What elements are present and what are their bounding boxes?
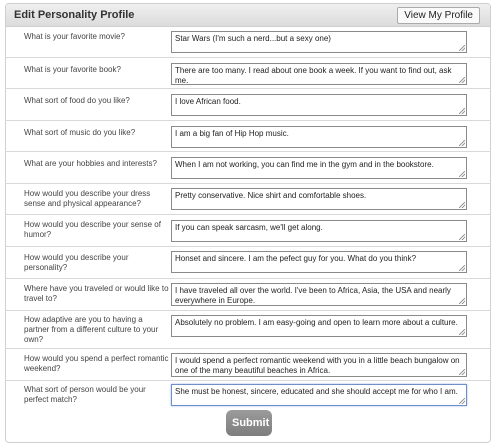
- question-label: What sort of person would be your perfect match?: [24, 385, 146, 404]
- question-label: How would you describe your sense of humor?: [24, 220, 161, 239]
- question-label: What are your hobbies and interests?: [24, 159, 157, 168]
- question-row-hobbies: [6, 152, 490, 184]
- answer-field-weekend[interactable]: I would spend a perfect romantic weekend with you in a little beach bungalow on one of the many beautiful beaches in Africa.: [171, 353, 467, 377]
- question-label: What sort of music do you like?: [24, 128, 136, 137]
- question-row-match: [6, 381, 490, 409]
- answer-field-humor[interactable]: If you can speak sarcasm, we'll get along.: [171, 220, 467, 242]
- answer-field-book[interactable]: There are too many. I read about one book a week. If you want to find out, ask me.: [171, 63, 467, 85]
- answer-field-travel[interactable]: I have traveled all over the world. I've been to Africa, Asia, the USA and nearly everywhere in Europe.: [171, 283, 467, 306]
- question-label: What is your favorite book?: [24, 65, 121, 74]
- question-row-food: [6, 89, 490, 121]
- submit-button[interactable]: Submit: [226, 410, 272, 436]
- question-row-book: [6, 58, 490, 89]
- view-profile-button[interactable]: View My Profile: [397, 7, 480, 24]
- question-row-weekend: [6, 349, 490, 381]
- question-row-travel: [6, 279, 490, 311]
- answer-field-food[interactable]: I love African food.: [171, 94, 467, 116]
- question-label: How adaptive are you to having a partner from a different culture to your own?: [24, 315, 159, 344]
- question-label: Where have you traveled or would like to travel to?: [24, 284, 169, 303]
- answer-field-match[interactable]: She must be honest, sincere, educated and she should accept me for who I am.: [171, 384, 467, 406]
- answer-field-hobbies[interactable]: When I am not working, you can find me in the gym and in the bookstore.: [171, 157, 467, 179]
- profile-panel: [5, 3, 491, 443]
- question-row-movie: [6, 26, 490, 58]
- question-row-humor: [6, 215, 490, 247]
- question-label: What sort of food do you like?: [24, 96, 130, 105]
- question-label: How would you spend a perfect romantic weekend?: [24, 354, 169, 373]
- question-label: What is your favorite movie?: [24, 32, 125, 41]
- question-row-culture: [6, 311, 490, 349]
- answer-field-dress[interactable]: Pretty conservative. Nice shirt and comfortable shoes.: [171, 188, 467, 210]
- question-row-personality: [6, 247, 490, 279]
- answer-field-music[interactable]: I am a big fan of Hip Hop music.: [171, 126, 467, 148]
- page-title: Edit Personality Profile: [14, 9, 135, 21]
- question-label: How would you describe your personality?: [24, 253, 129, 272]
- answer-field-movie[interactable]: Star Wars (I'm such a nerd...but a sexy one): [171, 31, 467, 53]
- question-label: How would you describe your dress sense and physical appearance?: [24, 189, 151, 208]
- question-row-dress: [6, 184, 490, 215]
- panel-header: [6, 4, 490, 27]
- answer-field-personality[interactable]: Honset and sincere. I am the pefect guy for you. What do you think?: [171, 251, 467, 273]
- answer-field-culture[interactable]: Absolutely no problem. I am easy-going and open to learn more about a culture.: [171, 315, 467, 337]
- question-row-music: [6, 121, 490, 152]
